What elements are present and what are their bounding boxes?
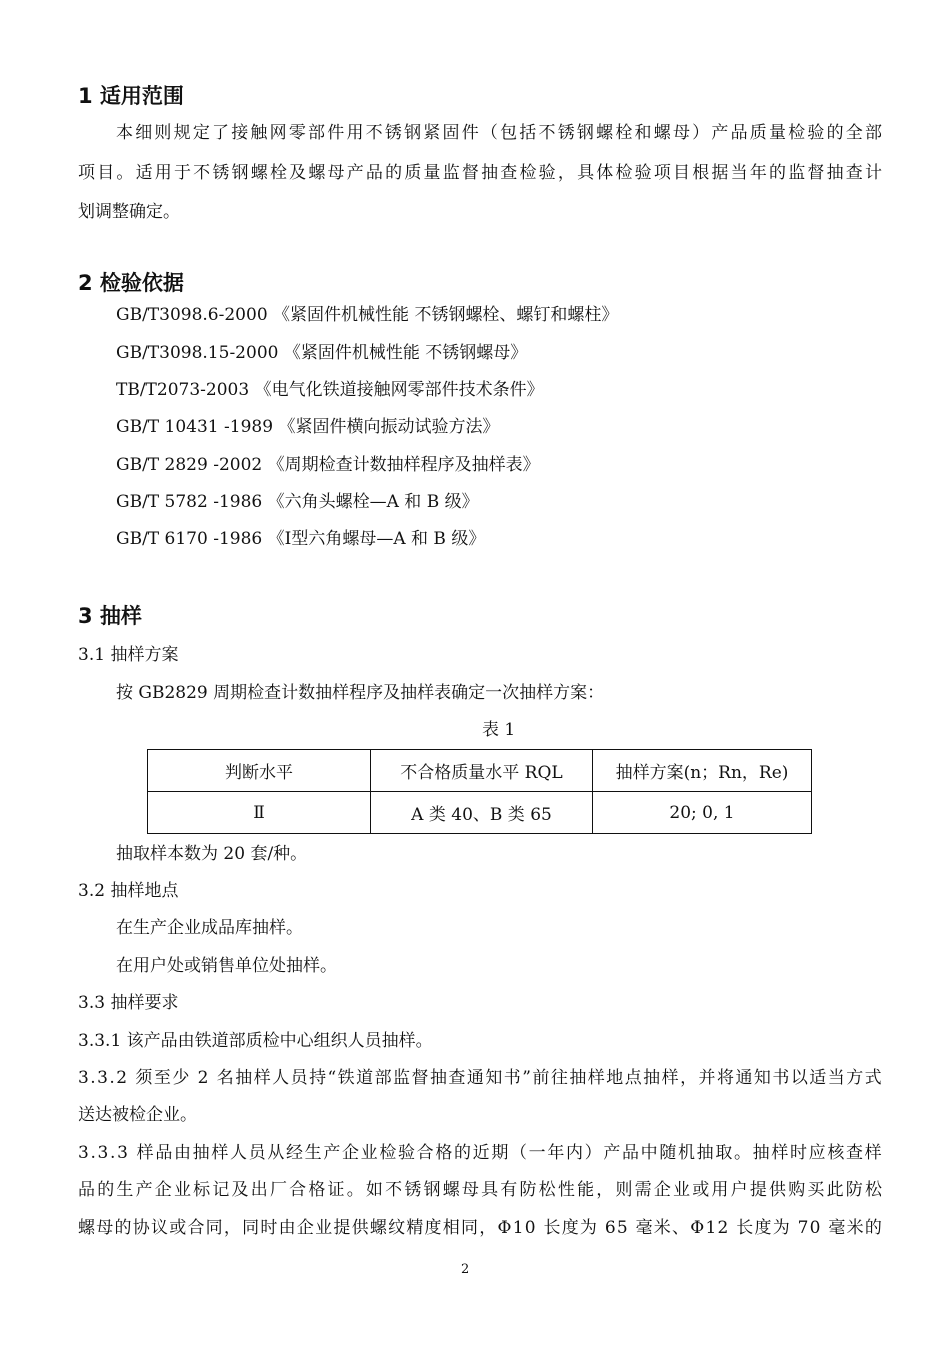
- section-2-heading: 2 检验依据: [78, 271, 184, 295]
- subsection-3-2-line: 在用户处或销售单位处抽样。: [116, 956, 337, 976]
- section-1-para-line-3: 划调整确定。: [78, 202, 180, 222]
- clause-3-3-3-line-3: 螺母的协议或合同，同时由企业提供螺纹精度相同，Φ10 长度为 65 毫米、Φ12 长度为 70 毫米的: [78, 1218, 884, 1238]
- table-cell: Ⅱ: [148, 792, 371, 834]
- reference-item: GB/T 5782 -1986 《六角头螺栓—A 和 B 级》: [116, 492, 479, 512]
- subsection-3-3-title: 3.3 抽样要求: [78, 993, 179, 1013]
- table-cell: A 类 40、B 类 65: [371, 792, 593, 834]
- table-header-row: [148, 750, 812, 792]
- section-1-para-line-2: 项目。适用于不锈钢螺栓及螺母产品的质量监督抽查检验，具体检验项目根据当年的监督抽查计: [78, 163, 885, 183]
- sample-count-text: 抽取样本数为 20 套/种。: [116, 844, 308, 864]
- reference-item: GB/T3098.15-2000 《紧固件机械性能 不锈钢螺母》: [116, 343, 528, 363]
- subsection-3-2-line: 在生产企业成品库抽样。: [116, 918, 303, 938]
- table-header-cell: 不合格质量水平 RQL: [371, 750, 593, 792]
- clause-3-3-2-line-2: 送达被检企业。: [78, 1105, 197, 1125]
- subsection-3-2-title: 3.2 抽样地点: [78, 881, 179, 901]
- reference-item: GB/T 6170 -1986 《Ⅰ型六角螺母—A 和 B 级》: [116, 529, 486, 549]
- subsection-3-1-text: 按 GB2829 周期检查计数抽样程序及抽样表确定一次抽样方案：: [116, 683, 605, 703]
- section-1-heading: 1 适用范围: [78, 84, 184, 108]
- page-number: 2: [461, 1262, 470, 1277]
- subsection-3-1-title: 3.1 抽样方案: [78, 645, 179, 665]
- clause-3-3-2-line-1: 3.3.2 须至少 2 名抽样人员持“铁道部监督抽查通知书”前往抽样地点抽样，并将通知书以适当方式: [78, 1068, 884, 1088]
- section-3-heading: 3 抽样: [78, 604, 142, 628]
- reference-item: GB/T 10431 -1989 《紧固件横向振动试验方法》: [116, 417, 500, 437]
- clause-3-3-3-line-2: 品的生产企业标记及出厂合格证。如不锈钢螺母具有防松性能，则需企业或用户提供购买此防松: [78, 1180, 885, 1200]
- table-cell: 20; 0, 1: [593, 792, 812, 834]
- table-header-cell: 判断水平: [148, 750, 371, 792]
- table-caption: 表 1: [482, 720, 516, 740]
- reference-item: GB/T3098.6-2000 《紧固件机械性能 不锈钢螺栓、螺钉和螺柱》: [116, 305, 619, 325]
- table-header-cell: 抽样方案(n；Rn，Re): [593, 750, 812, 792]
- sampling-plan-table: [147, 749, 812, 834]
- reference-item: GB/T 2829 -2002 《周期检查计数抽样程序及抽样表》: [116, 455, 540, 475]
- reference-item: TB/T2073-2003 《电气化铁道接触网零部件技术条件》: [116, 380, 544, 400]
- section-1-para-line-1: 本细则规定了接触网零部件用不锈钢紧固件（包括不锈钢螺栓和螺母）产品质量检验的全部: [116, 123, 885, 143]
- clause-3-3-3-line-1: 3.3.3 样品由抽样人员从经生产企业检验合格的近期（一年内）产品中随机抽取。抽样时应核查样: [78, 1143, 884, 1163]
- table-row: [148, 792, 812, 834]
- clause-3-3-1: 3.3.1 该产品由铁道部质检中心组织人员抽样。: [78, 1031, 433, 1051]
